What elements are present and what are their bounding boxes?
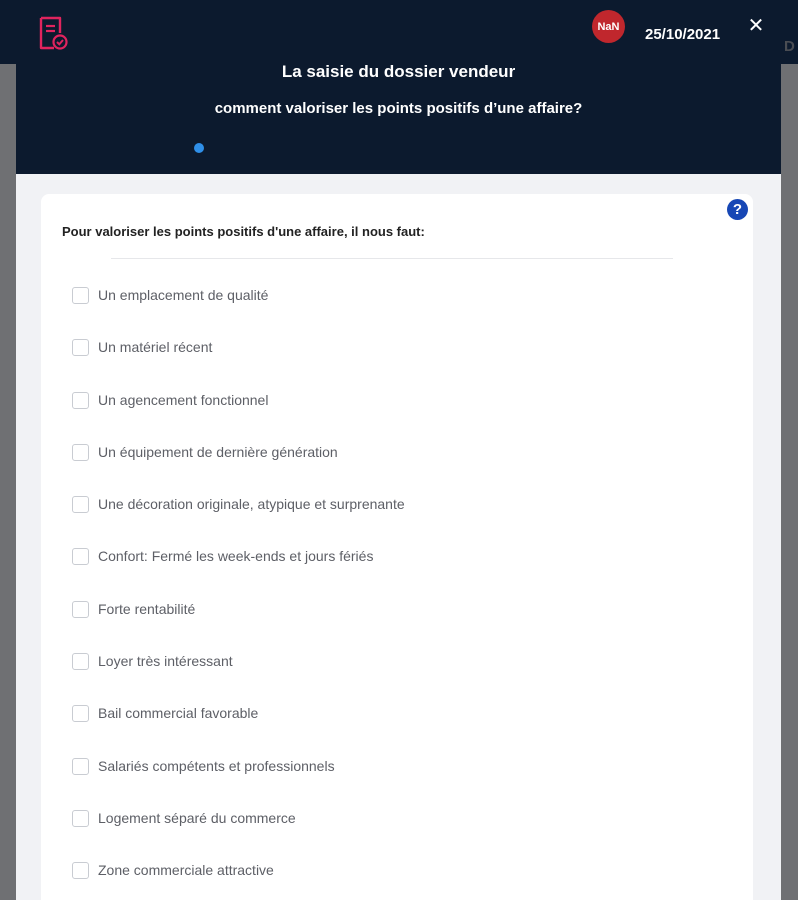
option-label: Un agencement fonctionnel	[98, 391, 269, 408]
help-icon[interactable]: ?	[727, 199, 748, 220]
document-check-icon	[38, 16, 68, 50]
option-checkbox[interactable]	[72, 496, 89, 513]
option-item[interactable]	[72, 442, 722, 494]
options-list	[72, 285, 722, 900]
option-label: Salariés compétents et professionnels	[98, 757, 335, 774]
option-checkbox[interactable]	[72, 601, 89, 618]
option-checkbox[interactable]	[72, 758, 89, 775]
option-item[interactable]	[72, 756, 722, 808]
option-label: Loyer très intéressant	[98, 653, 233, 670]
option-label: Un emplacement de qualité	[98, 287, 269, 303]
step-indicator-dot	[194, 143, 204, 153]
option-item[interactable]	[72, 860, 722, 900]
option-label: Forte rentabilité	[98, 600, 196, 617]
user-avatar[interactable]: NaN	[592, 10, 625, 43]
modal-header	[16, 0, 781, 174]
modal-dialog	[16, 0, 781, 900]
background-letter: D	[784, 38, 795, 55]
option-item[interactable]	[72, 599, 722, 651]
option-label: Un matériel récent	[98, 339, 213, 356]
option-label: Zone commerciale attractive	[98, 862, 274, 879]
option-checkbox[interactable]	[72, 287, 89, 304]
option-label: Logement séparé du commerce	[98, 809, 296, 826]
option-item[interactable]	[72, 703, 722, 755]
option-label: Une décoration originale, atypique et surprenante	[98, 496, 405, 513]
option-item[interactable]	[72, 546, 722, 598]
option-checkbox[interactable]	[72, 705, 89, 722]
option-item[interactable]	[72, 390, 722, 442]
close-button[interactable]: ✕	[747, 15, 765, 37]
option-checkbox[interactable]	[72, 392, 89, 409]
header-date: 25/10/2021	[645, 26, 721, 43]
divider	[111, 258, 673, 259]
option-item[interactable]	[72, 337, 722, 389]
option-checkbox[interactable]	[72, 653, 89, 670]
option-checkbox[interactable]	[72, 810, 89, 827]
modal-title: La saisie du dossier vendeur	[281, 62, 516, 81]
option-label: Bail commercial favorable	[98, 705, 259, 722]
option-item[interactable]	[72, 494, 722, 546]
modal-subtitle: comment valoriser les points positifs d’une affaire?	[214, 100, 583, 117]
option-checkbox[interactable]	[72, 548, 89, 565]
option-checkbox[interactable]	[72, 862, 89, 879]
option-label: Confort: Fermé les week-ends et jours fériés	[98, 548, 374, 565]
option-label: Un équipement de dernière génération	[98, 443, 338, 460]
option-checkbox[interactable]	[72, 444, 89, 461]
question-text: Pour valoriser les points positifs d'une affaire, il nous faut:	[62, 224, 425, 239]
option-checkbox[interactable]	[72, 339, 89, 356]
option-item[interactable]	[72, 651, 722, 703]
option-item[interactable]	[72, 808, 722, 860]
option-item[interactable]	[72, 285, 722, 337]
question-card	[41, 194, 753, 900]
